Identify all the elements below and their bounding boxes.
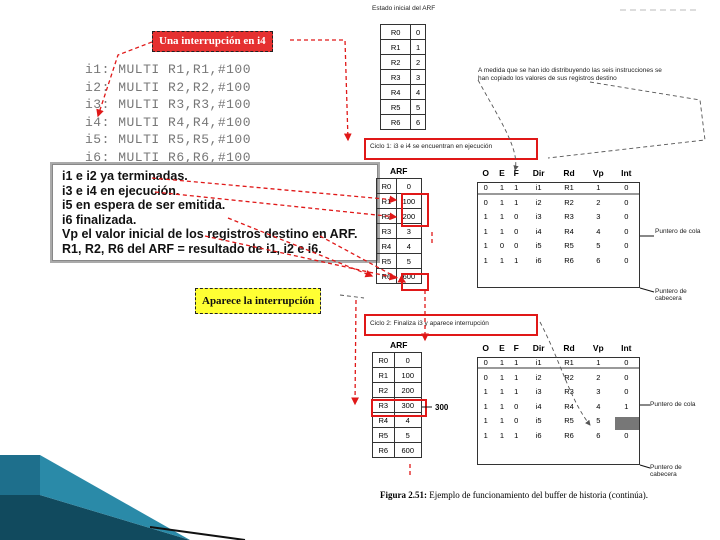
- buffer-cell: R4: [564, 401, 574, 411]
- register-name: R3: [381, 70, 411, 85]
- register-name: R1: [377, 194, 397, 209]
- buffer-cell: 4: [596, 401, 601, 411]
- buffer-cell: 1: [624, 401, 629, 411]
- register-value: 3: [411, 70, 426, 85]
- register-name: R6: [373, 443, 395, 458]
- buffer-cell: R4: [564, 226, 574, 236]
- register-value: 0: [396, 179, 421, 194]
- buffer-cell: 0: [624, 241, 629, 251]
- note-line: i5 en espera de ser emitida.: [62, 198, 226, 212]
- register-value: 600: [394, 443, 421, 458]
- column-header: Int: [621, 343, 632, 354]
- register-name: R5: [381, 100, 411, 115]
- column-header: Int: [621, 168, 632, 179]
- register-value: 5: [396, 254, 421, 269]
- buffer-cell: R5: [564, 416, 574, 426]
- buffer-cell: 1: [514, 183, 519, 193]
- register-name: R5: [373, 428, 395, 443]
- register-value: 4: [411, 85, 426, 100]
- register-name: R3: [377, 224, 397, 239]
- register-name: R6: [381, 115, 411, 130]
- cycle2-label: Ciclo 2: Finaliza i3 y aparece interrupción: [370, 320, 489, 327]
- register-name: R4: [381, 85, 411, 100]
- code-line: i3: MULTI R3,R3,#100: [85, 97, 252, 112]
- buffer-cell: 1: [483, 387, 488, 397]
- register-name: R3: [373, 398, 395, 413]
- column-header: Vp: [592, 168, 604, 179]
- buffer-cell: R2: [564, 197, 574, 207]
- buffer-cell: i1: [535, 183, 542, 193]
- column-header: Dir: [532, 168, 545, 179]
- buffer-cell: R1: [564, 358, 574, 368]
- register-name: R1: [373, 368, 395, 383]
- buffer-cell: 1: [499, 212, 504, 222]
- buffer-cell: 0: [624, 183, 629, 193]
- register-name: R0: [377, 179, 397, 194]
- buffer-cell: 1: [499, 401, 504, 411]
- code-line: i1: MULTI R1,R1,#100: [85, 62, 252, 77]
- register-value: 200: [394, 383, 421, 398]
- register-name: R2: [373, 383, 395, 398]
- buffer-cell: i1: [535, 358, 542, 368]
- cycle1-label: Ciclo 1: i3 e i4 se encuentran en ejecución: [370, 143, 493, 150]
- buffer-cell: 1: [499, 255, 504, 265]
- register-name: R6: [377, 269, 397, 284]
- register-name: R4: [373, 413, 395, 428]
- note-line: Vp el valor inicial de los registros destino en ARF.: [62, 227, 358, 241]
- buffer-cell: 0: [514, 226, 519, 236]
- buffer-cell: 1: [483, 430, 488, 440]
- buffer-cell: 1: [514, 197, 519, 207]
- buffer-cell: 2: [596, 197, 601, 207]
- buffer-cell: i6: [535, 255, 542, 265]
- arf2-header: ARF: [390, 340, 408, 350]
- column-header: E: [499, 343, 505, 354]
- buffer-cell: 0: [624, 212, 629, 222]
- buffer-cell: 1: [596, 358, 601, 368]
- register-value: 4: [394, 413, 421, 428]
- buffer-cell: 0: [624, 358, 629, 368]
- initial-arf-title: Estado inicial del ARF: [372, 5, 436, 12]
- buffer-cell: 0: [499, 241, 504, 251]
- register-value: 6: [411, 115, 426, 130]
- column-header: E: [499, 168, 505, 179]
- code-line: i5: MULTI R5,R5,#100: [85, 132, 252, 147]
- register-value: 100: [396, 194, 421, 209]
- buffer-cell: 1: [483, 255, 488, 265]
- interrupt-appears-label: Aparece la interrupción: [195, 288, 321, 314]
- arf1-header: ARF: [390, 166, 408, 176]
- note-line: i3 e i4 en ejecución.: [62, 183, 180, 198]
- buffer-cell: R1: [564, 183, 574, 193]
- note-line: i6 finalizada.: [62, 212, 137, 227]
- buffer-cell: 1: [499, 358, 504, 368]
- buffer-cell: 0: [483, 358, 488, 368]
- column-header: F: [513, 168, 519, 179]
- register-value: 100: [394, 368, 421, 383]
- buffer-cell: R5: [564, 241, 574, 251]
- buffer-cell: 0: [483, 197, 488, 207]
- buffer-cell: 1: [499, 183, 504, 193]
- buffer-cell: 1: [514, 430, 519, 440]
- register-name: R2: [377, 209, 397, 224]
- buffer-cell: R6: [564, 430, 574, 440]
- register-value: 1: [411, 40, 426, 55]
- register-name: R0: [373, 353, 395, 368]
- buffer-cell: 1: [499, 226, 504, 236]
- buffer-cell: 1: [499, 430, 504, 440]
- buffer-cell: 0: [624, 372, 629, 382]
- buffer-cell: 0: [483, 372, 488, 382]
- register-value: 5: [411, 100, 426, 115]
- buffer-cell: i5: [535, 416, 542, 426]
- tail-pointer-label-2: Puntero de cola: [650, 401, 696, 408]
- column-header: O: [482, 343, 490, 354]
- buffer-cell: i2: [535, 372, 542, 382]
- buffer-cell: 0: [624, 387, 629, 397]
- buffer-cell: i6: [535, 430, 542, 440]
- buffer-cell: 6: [596, 430, 601, 440]
- column-header: O: [482, 168, 490, 179]
- buffer-cell: i4: [535, 226, 542, 236]
- register-value: 300: [394, 398, 421, 413]
- register-value: 3: [396, 224, 421, 239]
- note-line: R1, R2, R6 del ARF = resultado de i1, i2 e i6.: [62, 241, 322, 256]
- buffer-cell: 1: [514, 387, 519, 397]
- buffer-cell: 5: [596, 416, 601, 426]
- buffer-cell: i2: [535, 197, 542, 207]
- register-value: 4: [396, 239, 421, 254]
- buffer-cell: 1: [596, 183, 601, 193]
- buffer-cell: 0: [624, 430, 629, 440]
- buffer-cell: R2: [564, 372, 574, 382]
- register-name: R2: [381, 55, 411, 70]
- register-value: 200: [396, 209, 421, 224]
- buffer-cell: 1: [514, 358, 519, 368]
- buffer-cell: 1: [499, 416, 504, 426]
- buffer-cell: 3: [596, 212, 601, 222]
- register-value: 2: [411, 55, 426, 70]
- buffer-cell: 5: [596, 241, 601, 251]
- column-header: Vp: [592, 343, 604, 354]
- distribution-annotation: A medida que se han ido distribuyendo las seis instrucciones se han copiado los valores de sus registros destino: [478, 67, 662, 82]
- register-name: R1: [381, 40, 411, 55]
- buffer-cell: 1: [483, 401, 488, 411]
- title-red-box: Una interrupción en i4: [152, 31, 273, 52]
- tail-pointer-label-1: Puntero de cola: [655, 228, 701, 235]
- register-value: 5: [394, 428, 421, 443]
- register-value: 0: [394, 353, 421, 368]
- buffer-cell: 1: [483, 226, 488, 236]
- head-pointer-label-2: Puntero de cabecera: [650, 464, 682, 478]
- buffer-cell: 0: [514, 401, 519, 411]
- buffer-cell: 1: [499, 197, 504, 207]
- register-name: R4: [377, 239, 397, 254]
- buffer-cell: i5: [535, 241, 542, 251]
- register-value: 0: [411, 25, 426, 40]
- buffer-cell: 0: [514, 212, 519, 222]
- buffer-cell: i3: [535, 212, 542, 222]
- code-line: i2: MULTI R2,R2,#100: [85, 79, 252, 95]
- register-name: R0: [381, 25, 411, 40]
- buffer-cell: 1: [514, 255, 519, 265]
- column-header: Rd: [563, 168, 575, 179]
- register-name: R5: [377, 254, 397, 269]
- column-header: Rd: [563, 343, 575, 354]
- buffer-cell: i3: [535, 387, 542, 397]
- note-line: i1 e i2 ya terminadas.: [62, 169, 188, 183]
- register-value: 600: [396, 269, 421, 284]
- buffer-cell: 1: [483, 212, 488, 222]
- column-header: Dir: [532, 343, 545, 354]
- buffer-cell: 1: [499, 387, 504, 397]
- buffer-cell: 0: [624, 226, 629, 236]
- buffer-cell: 0: [514, 416, 519, 426]
- buffer-cell: 0: [514, 241, 519, 251]
- buffer-cell: 4: [596, 226, 601, 236]
- buffer-cell: R3: [564, 387, 574, 397]
- buffer-cell: R6: [564, 255, 574, 265]
- code-line: i4: MULTI R4,R4,#100: [85, 114, 252, 130]
- caption-label: Figura 2.51:: [380, 490, 427, 500]
- buffer-cell: 0: [483, 183, 488, 193]
- r3-result: 300: [435, 403, 449, 412]
- buffer-cell: 2: [596, 372, 601, 382]
- column-header: F: [513, 343, 519, 354]
- buffer-cell: R3: [564, 212, 574, 222]
- head-pointer-label-1: Puntero de cabecera: [655, 288, 687, 302]
- buffer-cell: 6: [596, 255, 601, 265]
- buffer-cell: 1: [514, 372, 519, 382]
- buffer-cell: 0: [624, 255, 629, 265]
- buffer-cell: 1: [483, 416, 488, 426]
- buffer-cell: 0: [624, 197, 629, 207]
- buffer-cell: 1: [483, 241, 488, 251]
- buffer-cell: i4: [535, 401, 542, 411]
- buffer-cell: 3: [596, 387, 601, 397]
- caption-text: Ejemplo de funcionamiento del buffer de historia (continúa).: [427, 490, 649, 500]
- buffer-cell: 1: [499, 372, 504, 382]
- code-line: i6: MULTI R6,R6,#100: [85, 149, 252, 165]
